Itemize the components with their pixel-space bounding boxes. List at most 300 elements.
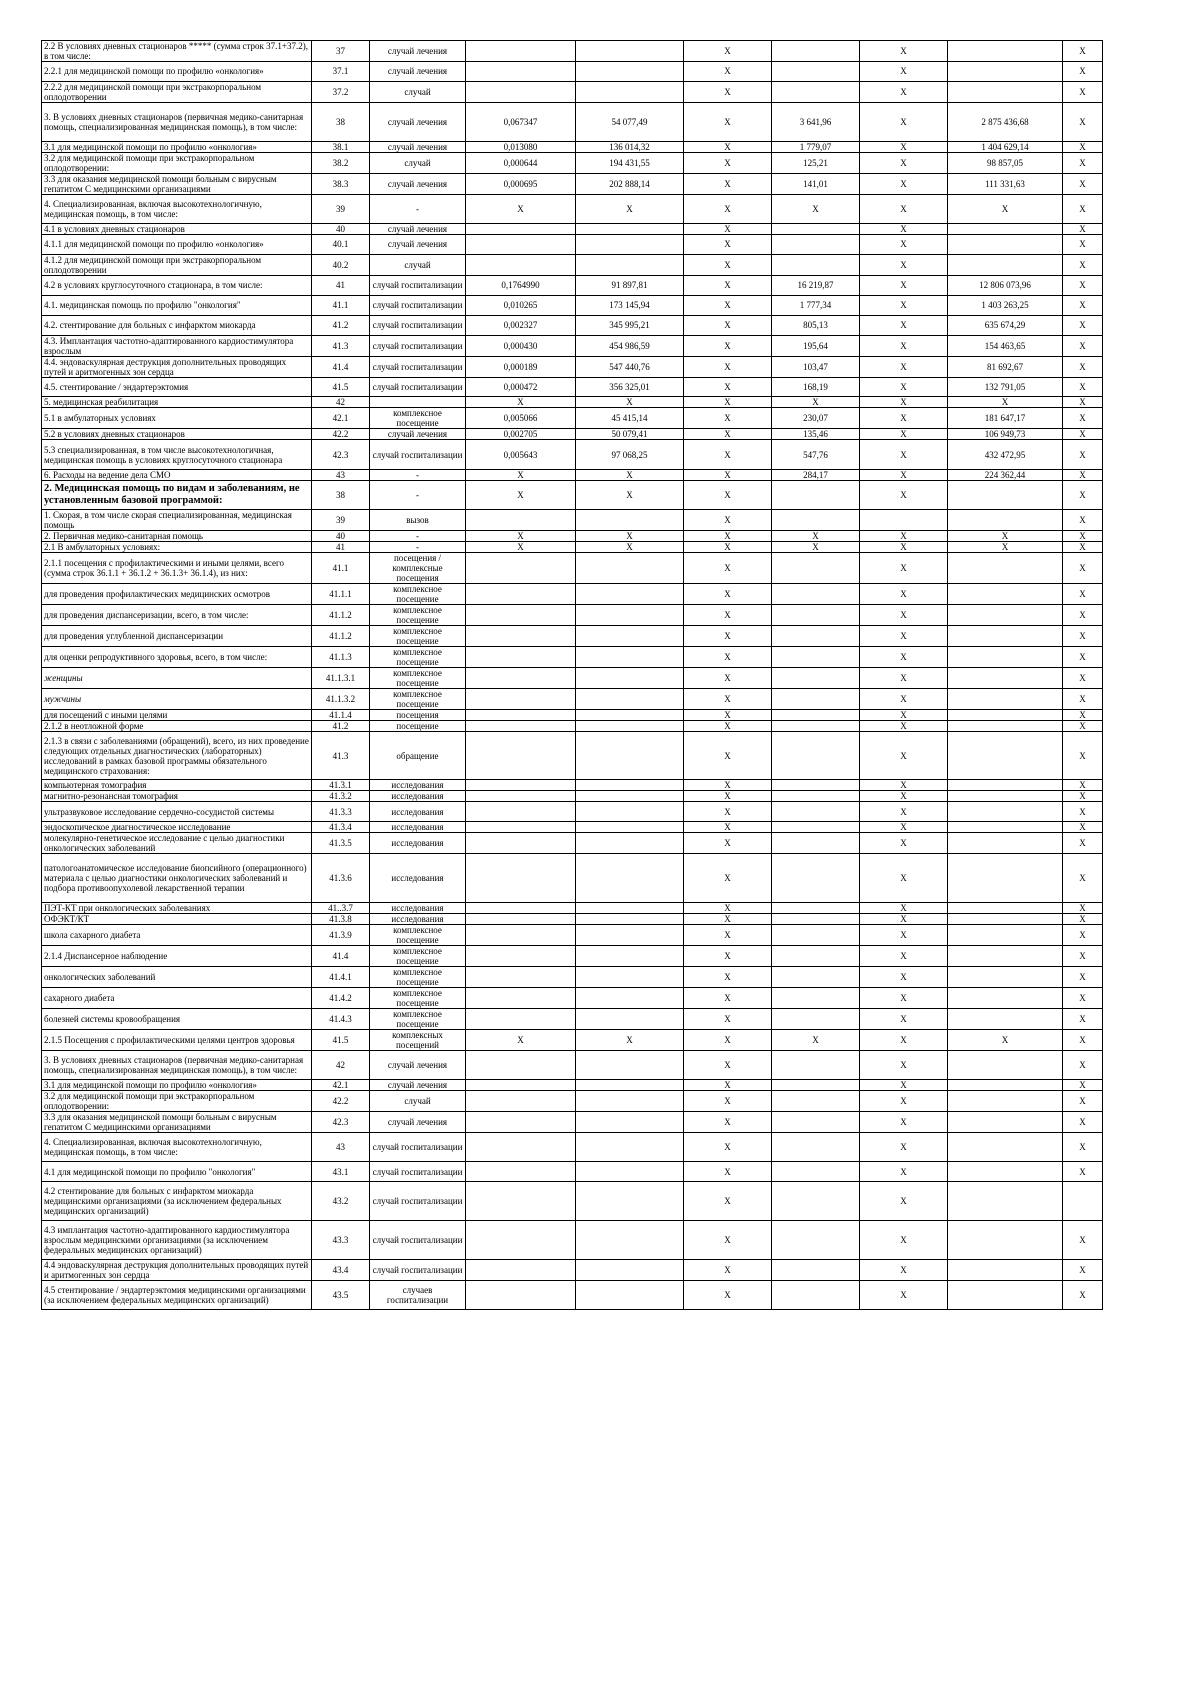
- row-volume: X: [466, 1029, 576, 1050]
- row-cost: [576, 254, 684, 275]
- table-row: [42, 510, 1103, 531]
- document-page: [41, 40, 1102, 1310]
- row-col8: X: [860, 1182, 948, 1221]
- row-total: [948, 1111, 1063, 1132]
- row-col8: X: [860, 791, 948, 802]
- row-unit: -: [370, 469, 466, 480]
- row-cost: [576, 791, 684, 802]
- row-code: 42.1: [312, 1079, 370, 1090]
- table-row: [42, 440, 1103, 469]
- table-row: [42, 802, 1103, 822]
- table-row: [42, 194, 1103, 223]
- row-col10: X: [1063, 510, 1103, 531]
- row-col10: X: [1063, 315, 1103, 335]
- row-per-capita: [772, 41, 860, 62]
- row-label: 4.1 в условиях дневных стационаров: [42, 223, 312, 234]
- row-col6: X: [684, 254, 772, 275]
- row-volume: [466, 945, 576, 966]
- row-code: 43.3: [312, 1220, 370, 1259]
- row-col6: X: [684, 924, 772, 945]
- row-total: [948, 81, 1063, 102]
- row-total: [948, 1008, 1063, 1029]
- row-col10: X: [1063, 605, 1103, 626]
- row-label: для посещений с иными целями: [42, 710, 312, 721]
- row-code: 41.3.9: [312, 924, 370, 945]
- row-unit: случай лечения: [370, 234, 466, 254]
- row-total: [948, 480, 1063, 509]
- row-volume: [466, 1079, 576, 1090]
- row-volume: [466, 822, 576, 833]
- row-col10: X: [1063, 1111, 1103, 1132]
- row-col6: X: [684, 542, 772, 553]
- row-col8: X: [860, 732, 948, 780]
- row-col8: X: [860, 1050, 948, 1079]
- row-total: [948, 553, 1063, 584]
- table-row: [42, 1050, 1103, 1079]
- row-col6: X: [684, 510, 772, 531]
- row-label: 2.2 В условиях дневных стационаров ***** (сумма строк 37.1+37.2), в том числе:: [42, 41, 312, 62]
- row-col6: X: [684, 295, 772, 315]
- row-col8: X: [860, 945, 948, 966]
- table-row: [42, 780, 1103, 791]
- row-code: 41.1.4: [312, 710, 370, 721]
- row-cost: 45 415,14: [576, 408, 684, 429]
- row-per-capita: [772, 1182, 860, 1221]
- row-col6: X: [684, 275, 772, 295]
- row-col10: X: [1063, 531, 1103, 542]
- table-row: [42, 81, 1103, 102]
- row-total: [948, 945, 1063, 966]
- row-code: 39: [312, 510, 370, 531]
- table-body: [42, 41, 1103, 1310]
- row-cost: X: [576, 480, 684, 509]
- row-per-capita: 230,07: [772, 408, 860, 429]
- row-cost: [576, 1050, 684, 1079]
- row-volume: [466, 732, 576, 780]
- row-total: [948, 41, 1063, 62]
- row-col10: X: [1063, 397, 1103, 408]
- row-code: 41.3.1: [312, 780, 370, 791]
- row-per-capita: [772, 902, 860, 913]
- row-per-capita: [772, 1050, 860, 1079]
- table-row: [42, 356, 1103, 377]
- row-col6: X: [684, 223, 772, 234]
- row-label: 3.2 для медицинской помощи при экстракорпоральном оплодотворении:: [42, 1090, 312, 1111]
- row-col10: X: [1063, 987, 1103, 1008]
- row-cost: 194 431,55: [576, 152, 684, 173]
- row-cost: [576, 802, 684, 822]
- row-unit: случай лечения: [370, 102, 466, 141]
- row-label: компьютерная томография: [42, 780, 312, 791]
- row-col6: X: [684, 194, 772, 223]
- row-per-capita: [772, 223, 860, 234]
- row-per-capita: [772, 480, 860, 509]
- row-col10: X: [1063, 1162, 1103, 1182]
- row-cost: [576, 854, 684, 902]
- row-label: 2. Медицинская помощь по видам и заболеваниям, не установленным базовой программой:: [42, 480, 312, 509]
- row-unit: случай лечения: [370, 1079, 466, 1090]
- row-total: 181 647,17: [948, 408, 1063, 429]
- row-cost: [576, 234, 684, 254]
- row-volume: [466, 647, 576, 668]
- table-row: [42, 542, 1103, 553]
- row-cost: [576, 1280, 684, 1309]
- row-volume: [466, 791, 576, 802]
- row-total: [948, 721, 1063, 732]
- row-label: 5.3 специализированная, в том числе высокотехнологичная, медицинская помощь в условиях круглосуточного стационара: [42, 440, 312, 469]
- row-col8: X: [860, 41, 948, 62]
- row-volume: [466, 966, 576, 987]
- row-cost: X: [576, 397, 684, 408]
- row-label: 3. В условиях дневных стационаров (первичная медико-санитарная помощь, специализированная медицинская помощь), в том числе:: [42, 1050, 312, 1079]
- row-volume: 0,000430: [466, 335, 576, 356]
- row-col8: X: [860, 780, 948, 791]
- row-unit: комплексное посещение: [370, 987, 466, 1008]
- table-row: [42, 626, 1103, 647]
- row-volume: [466, 1259, 576, 1280]
- row-col6: X: [684, 966, 772, 987]
- row-cost: 173 145,94: [576, 295, 684, 315]
- row-unit: случай лечения: [370, 429, 466, 440]
- row-col8: X: [860, 987, 948, 1008]
- row-unit: посещения: [370, 710, 466, 721]
- row-volume: [466, 1280, 576, 1309]
- row-label: молекулярно-генетическое исследование с целью диагностики онкологических заболеваний: [42, 833, 312, 854]
- row-code: 43.2: [312, 1182, 370, 1221]
- row-label: 4.1.2 для медицинской помощи при экстракорпоральном оплодотворении: [42, 254, 312, 275]
- row-total: [948, 647, 1063, 668]
- row-per-capita: [772, 791, 860, 802]
- row-volume: X: [466, 480, 576, 509]
- row-total: [948, 626, 1063, 647]
- row-total: [948, 902, 1063, 913]
- row-unit: комплексных посещений: [370, 1029, 466, 1050]
- row-code: 41: [312, 542, 370, 553]
- row-col6: X: [684, 1090, 772, 1111]
- row-code: 38.3: [312, 173, 370, 194]
- table-row: [42, 1220, 1103, 1259]
- row-code: 43.1: [312, 1162, 370, 1182]
- row-per-capita: 805,13: [772, 315, 860, 335]
- row-col10: X: [1063, 626, 1103, 647]
- row-per-capita: [772, 1111, 860, 1132]
- row-cost: [576, 1162, 684, 1182]
- row-col8: X: [860, 81, 948, 102]
- row-total: [948, 966, 1063, 987]
- row-volume: X: [466, 531, 576, 542]
- row-col10: X: [1063, 234, 1103, 254]
- row-total: 154 463,65: [948, 335, 1063, 356]
- row-label: 4.4. эндоваскулярная деструкция дополнительных проводящих путей и аритмогенных зон сердца: [42, 356, 312, 377]
- row-per-capita: [772, 854, 860, 902]
- row-total: [948, 254, 1063, 275]
- table-row: [42, 833, 1103, 854]
- row-cost: [576, 987, 684, 1008]
- table-row: [42, 480, 1103, 509]
- row-col6: X: [684, 668, 772, 689]
- row-code: 42.3: [312, 440, 370, 469]
- row-label: 3.1 для медицинской помощи по профилю «онкология»: [42, 1079, 312, 1090]
- row-code: 43: [312, 1132, 370, 1161]
- row-col10: X: [1063, 854, 1103, 902]
- row-total: [948, 584, 1063, 605]
- row-col10: X: [1063, 902, 1103, 913]
- row-col10: X: [1063, 335, 1103, 356]
- row-total: X: [948, 1029, 1063, 1050]
- row-cost: [576, 833, 684, 854]
- row-col6: X: [684, 1029, 772, 1050]
- table-row: [42, 295, 1103, 315]
- table-row: [42, 469, 1103, 480]
- row-unit: исследования: [370, 833, 466, 854]
- row-per-capita: 141,01: [772, 173, 860, 194]
- row-label: онкологических заболеваний: [42, 966, 312, 987]
- row-cost: [576, 1182, 684, 1221]
- row-volume: [466, 626, 576, 647]
- table-row: [42, 377, 1103, 397]
- row-per-capita: [772, 780, 860, 791]
- table-row: [42, 605, 1103, 626]
- table-row: [42, 1090, 1103, 1111]
- table-row: [42, 1182, 1103, 1221]
- row-col8: X: [860, 194, 948, 223]
- row-per-capita: X: [772, 542, 860, 553]
- row-col6: X: [684, 780, 772, 791]
- row-label: магнитно-резонансная томография: [42, 791, 312, 802]
- row-total: [948, 605, 1063, 626]
- row-label: 4. Специализированная, включая высокотехнологичную, медицинская помощь, в том числе:: [42, 194, 312, 223]
- row-code: 40.1: [312, 234, 370, 254]
- row-col8: X: [860, 605, 948, 626]
- row-total: X: [948, 542, 1063, 553]
- row-volume: [466, 902, 576, 913]
- row-col8: X: [860, 62, 948, 82]
- row-label: 2.1.3 в связи с заболеваниями (обращений), всего, из них проведение следующих отдельных диагностических (лабораторных) исследований в рамках базовой программы обязательного медицинского страхования:: [42, 732, 312, 780]
- row-col8: X: [860, 1029, 948, 1050]
- table-row: [42, 1008, 1103, 1029]
- row-volume: [466, 254, 576, 275]
- row-per-capita: [772, 553, 860, 584]
- row-col10: X: [1063, 966, 1103, 987]
- row-cost: [576, 924, 684, 945]
- row-col10: X: [1063, 833, 1103, 854]
- row-cost: 50 079,41: [576, 429, 684, 440]
- row-col8: X: [860, 822, 948, 833]
- row-col8: X: [860, 377, 948, 397]
- row-unit: случай лечения: [370, 1050, 466, 1079]
- row-col8: X: [860, 295, 948, 315]
- row-col8: X: [860, 689, 948, 710]
- row-col8: X: [860, 152, 948, 173]
- row-label: 4.3 имплантация частотно-адаптированного кардиостимулятора взрослым медицинскими организациями (за исключением федеральных медицинских организаций): [42, 1220, 312, 1259]
- row-code: 41.4.2: [312, 987, 370, 1008]
- row-col6: X: [684, 987, 772, 1008]
- row-label: болезней системы кровообращения: [42, 1008, 312, 1029]
- row-col10: X: [1063, 1220, 1103, 1259]
- row-label: 6. Расходы на ведение дела СМО: [42, 469, 312, 480]
- table-row: [42, 173, 1103, 194]
- row-label: для проведения диспансеризации, всего, в том числе:: [42, 605, 312, 626]
- row-cost: 356 325,01: [576, 377, 684, 397]
- row-code: 42.2: [312, 1090, 370, 1111]
- row-volume: 0,000472: [466, 377, 576, 397]
- row-col6: X: [684, 440, 772, 469]
- row-col10: X: [1063, 924, 1103, 945]
- row-col6: X: [684, 1050, 772, 1079]
- row-total: [948, 1132, 1063, 1161]
- row-total: [948, 822, 1063, 833]
- row-total: 432 472,95: [948, 440, 1063, 469]
- row-col8: X: [860, 647, 948, 668]
- row-code: 37.1: [312, 62, 370, 82]
- row-label: 2.2.2 для медицинской помощи при экстракорпоральном оплодотворении: [42, 81, 312, 102]
- row-col10: X: [1063, 1050, 1103, 1079]
- row-code: 41.3.6: [312, 854, 370, 902]
- row-col10: X: [1063, 254, 1103, 275]
- row-code: 41.3.8: [312, 913, 370, 924]
- row-total: X: [948, 194, 1063, 223]
- row-total: [948, 1079, 1063, 1090]
- row-code: 43.5: [312, 1280, 370, 1309]
- row-code: 41.3: [312, 335, 370, 356]
- row-col6: X: [684, 234, 772, 254]
- row-col10: X: [1063, 408, 1103, 429]
- row-volume: [466, 1162, 576, 1182]
- row-unit: случай лечения: [370, 141, 466, 152]
- row-label: патологоанатомическое исследование биопсийного (операционного) материала с целью диагностики онкологических заболеваний и подбора противоопухолевой лекарственной терапии: [42, 854, 312, 902]
- row-unit: случай лечения: [370, 41, 466, 62]
- row-total: 1 404 629,14: [948, 141, 1063, 152]
- row-col10: X: [1063, 1008, 1103, 1029]
- row-code: 41.2: [312, 721, 370, 732]
- row-col10: X: [1063, 480, 1103, 509]
- row-col8: X: [860, 1259, 948, 1280]
- row-cost: [576, 1259, 684, 1280]
- row-per-capita: [772, 605, 860, 626]
- row-code: 38.2: [312, 152, 370, 173]
- row-total: [948, 1050, 1063, 1079]
- row-total: [948, 913, 1063, 924]
- row-unit: случай госпитализации: [370, 356, 466, 377]
- row-cost: 202 888,14: [576, 173, 684, 194]
- row-unit: случай госпитализации: [370, 440, 466, 469]
- row-label: сахарного диабета: [42, 987, 312, 1008]
- row-col8: X: [860, 668, 948, 689]
- row-unit: комплексное посещение: [370, 924, 466, 945]
- row-volume: [466, 833, 576, 854]
- row-code: 37: [312, 41, 370, 62]
- row-col6: X: [684, 710, 772, 721]
- row-cost: [576, 41, 684, 62]
- row-cost: [576, 721, 684, 732]
- row-col8: X: [860, 802, 948, 822]
- row-unit: исследования: [370, 791, 466, 802]
- row-col8: X: [860, 173, 948, 194]
- row-col6: X: [684, 553, 772, 584]
- row-volume: [466, 584, 576, 605]
- row-unit: комплексное посещение: [370, 966, 466, 987]
- row-code: 41.4.3: [312, 1008, 370, 1029]
- row-unit: случай госпитализации: [370, 1132, 466, 1161]
- row-col8: X: [860, 141, 948, 152]
- row-col6: X: [684, 469, 772, 480]
- row-label: 3.3 для оказания медицинской помощи больным с вирусным гепатитом С медицинскими организациями: [42, 1111, 312, 1132]
- table-row: [42, 397, 1103, 408]
- row-unit: -: [370, 194, 466, 223]
- row-col10: X: [1063, 469, 1103, 480]
- row-label: 4.1.1 для медицинской помощи по профилю «онкология»: [42, 234, 312, 254]
- row-label: 4.4 эндоваскулярная деструкция дополнительных проводящих путей и аритмогенных зон сердца: [42, 1259, 312, 1280]
- row-volume: [466, 987, 576, 1008]
- row-label: 5. медицинская реабилитация: [42, 397, 312, 408]
- row-cost: X: [576, 1029, 684, 1050]
- financing-table: [41, 40, 1103, 1310]
- row-per-capita: 284,17: [772, 469, 860, 480]
- row-col6: X: [684, 356, 772, 377]
- row-col8: X: [860, 102, 948, 141]
- row-total: [948, 1280, 1063, 1309]
- row-unit: обращение: [370, 732, 466, 780]
- table-row: [42, 854, 1103, 902]
- row-volume: [466, 668, 576, 689]
- row-code: 41.5: [312, 1029, 370, 1050]
- row-per-capita: [772, 647, 860, 668]
- row-unit: исследования: [370, 913, 466, 924]
- row-total: [948, 854, 1063, 902]
- row-code: 41..3.7: [312, 902, 370, 913]
- row-col6: X: [684, 173, 772, 194]
- row-col8: X: [860, 1162, 948, 1182]
- row-label: для проведения углубленной диспансеризации: [42, 626, 312, 647]
- row-code: 43: [312, 469, 370, 480]
- row-col10: X: [1063, 668, 1103, 689]
- row-volume: X: [466, 194, 576, 223]
- row-col6: X: [684, 480, 772, 509]
- row-code: 38.1: [312, 141, 370, 152]
- row-col10: X: [1063, 81, 1103, 102]
- row-code: 41.1: [312, 295, 370, 315]
- row-per-capita: [772, 945, 860, 966]
- row-label: 4.1. медицинская помощь по профилю "онкология": [42, 295, 312, 315]
- row-col6: X: [684, 802, 772, 822]
- row-code: 42.3: [312, 1111, 370, 1132]
- row-per-capita: [772, 822, 860, 833]
- row-code: 41.4: [312, 945, 370, 966]
- row-unit: комплексное посещение: [370, 647, 466, 668]
- table-row: [42, 791, 1103, 802]
- row-col10: X: [1063, 141, 1103, 152]
- row-col10: X: [1063, 553, 1103, 584]
- row-unit: исследования: [370, 802, 466, 822]
- row-label: 4.5 стентирование / эндартерэктомия медицинскими организациями (за исключением федеральных медицинских организаций): [42, 1280, 312, 1309]
- row-code: 41.1.3: [312, 647, 370, 668]
- row-unit: случай лечения: [370, 1111, 466, 1132]
- row-unit: случай: [370, 1090, 466, 1111]
- row-code: 41.1.3.1: [312, 668, 370, 689]
- table-row: [42, 41, 1103, 62]
- row-per-capita: 3 641,96: [772, 102, 860, 141]
- row-cost: X: [576, 469, 684, 480]
- row-cost: [576, 223, 684, 234]
- row-total: 111 331,63: [948, 173, 1063, 194]
- row-total: 81 692,67: [948, 356, 1063, 377]
- row-per-capita: X: [772, 397, 860, 408]
- row-volume: 0,002327: [466, 315, 576, 335]
- row-volume: [466, 802, 576, 822]
- row-col6: X: [684, 822, 772, 833]
- row-cost: 345 995,21: [576, 315, 684, 335]
- table-row: [42, 254, 1103, 275]
